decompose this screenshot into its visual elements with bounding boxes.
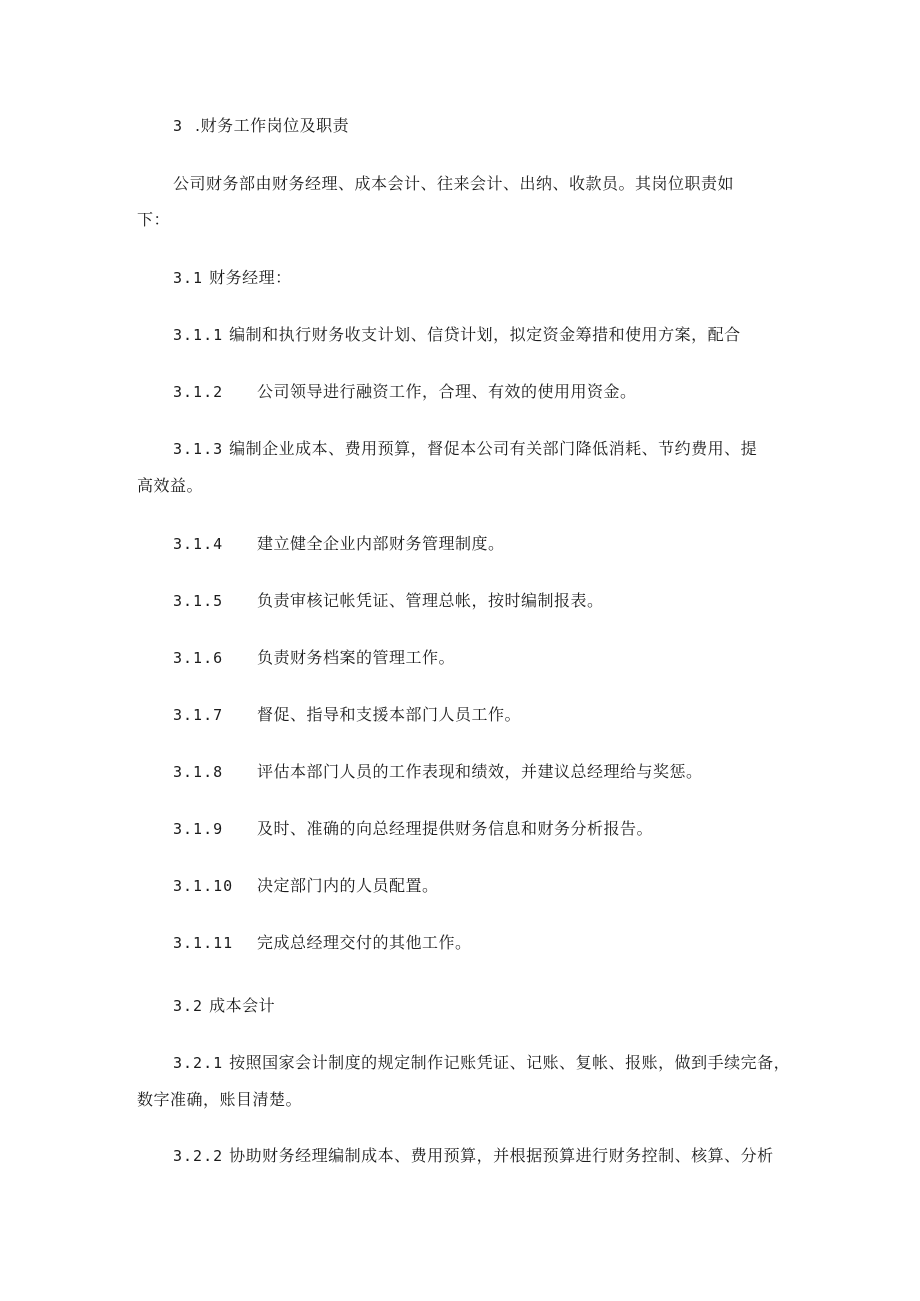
item-text: 负责财务档案的管理工作。: [257, 648, 456, 667]
list-item-3-1-1: [173, 325, 741, 345]
list-item-3-1-3-continuation: 高效益。: [137, 476, 204, 495]
subsection-heading-3-2: [173, 996, 275, 1016]
item-number: 3.1.9: [173, 820, 224, 838]
item-text: 决定部门内的人员配置。: [257, 876, 439, 895]
subsection-number: 3.1: [173, 269, 204, 287]
item-number: 3.1.4: [173, 535, 224, 553]
item-text: 公司领导进行融资工作，合理、有效的使用用资金。: [257, 382, 637, 401]
list-item-3-1-3: [173, 439, 757, 459]
item-text: 督促、指导和支援本部门人员工作。: [257, 705, 522, 724]
item-number: 3.1.1: [173, 326, 224, 344]
item-text: 协助财务经理编制成本、费用预算，并根据预算进行财务控制、核算、分析: [229, 1146, 774, 1165]
section-title: .财务工作岗位及职责: [195, 116, 350, 135]
item-text: 按照国家会计制度的规定制作记账凭证、记账、复帐、报账，做到手续完备，: [229, 1053, 791, 1072]
item-number: 3.1.10: [173, 877, 234, 895]
list-item-3-1-7: [173, 705, 521, 725]
item-number: 3.2.2: [173, 1147, 224, 1165]
item-text: 建立健全企业内部财务管理制度。: [257, 534, 505, 553]
item-number: 3.1.5: [173, 592, 224, 610]
item-text: 负责审核记帐凭证、管理总帐，按时编制报表。: [257, 591, 604, 610]
list-item-3-1-10: [173, 876, 439, 896]
item-number: 3.1.7: [173, 706, 224, 724]
item-number: 3.1.11: [173, 934, 234, 952]
subsection-title: 成本会计: [209, 996, 276, 1015]
subsection-title: 财务经理：: [209, 268, 292, 287]
section-number: 3: [173, 117, 184, 135]
section-heading: [173, 116, 349, 136]
list-item-3-2-2: [173, 1146, 774, 1166]
item-number: 3.1.8: [173, 763, 224, 781]
list-item-3-1-6: [173, 648, 455, 668]
list-item-3-1-4: [173, 534, 505, 554]
item-number: 3.1.2: [173, 383, 224, 401]
list-item-3-1-8: [173, 762, 703, 782]
item-text: 评估本部门人员的工作表现和绩效，并建议总经理给与奖惩。: [257, 762, 703, 781]
item-text: 及时、准确的向总经理提供财务信息和财务分析报告。: [257, 819, 654, 838]
item-text: 完成总经理交付的其他工作。: [257, 933, 472, 952]
list-item-3-2-1: [173, 1053, 790, 1073]
subsection-heading-3-1: [173, 268, 292, 288]
subsection-number: 3.2: [173, 997, 204, 1015]
list-item-3-1-2: [173, 382, 637, 402]
item-number: 3.1.6: [173, 649, 224, 667]
item-text: 编制企业成本、费用预算，督促本公司有关部门降低消耗、节约费用、提: [229, 439, 758, 458]
intro-line-2: 下：: [137, 210, 171, 229]
item-number: 3.2.1: [173, 1054, 224, 1072]
intro-line-1: 公司财务部由财务经理、成本会计、往来会计、出纳、收款员。其岗位职责如: [173, 174, 735, 193]
item-text: 编制和执行财务收支计划、信贷计划，拟定资金筹措和使用方案，配合: [229, 325, 741, 344]
list-item-3-1-11: [173, 933, 472, 953]
list-item-3-2-1-continuation: 数字准确，账目清楚。: [137, 1090, 303, 1109]
item-number: 3.1.3: [173, 440, 224, 458]
list-item-3-1-9: [173, 819, 653, 839]
list-item-3-1-5: [173, 591, 604, 611]
